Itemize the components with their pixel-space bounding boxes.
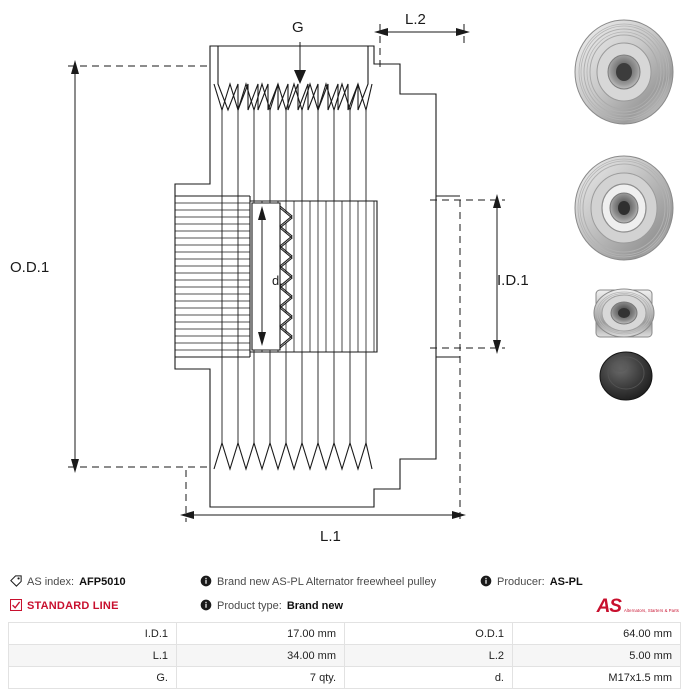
spec-key: L.1 [9,645,177,667]
product-type-cell [200,599,480,614]
spec-value: 5.00 mm [513,645,681,667]
product-type-value: Brand new [286,600,344,612]
photo-pulley-angled-view[interactable] [560,6,689,144]
tag-icon [10,575,22,590]
producer-value: AS-PL [549,576,583,588]
label-g: G [292,19,304,36]
brand-logo [480,597,689,616]
brand-name: AS [596,595,621,617]
specification-table [8,622,681,689]
spec-key: I.D.1 [9,623,177,645]
as-index-label: AS index: [27,576,75,588]
product-type-label: Product type: [217,600,282,612]
label-d: d. [272,273,283,288]
check-box-icon [10,599,22,614]
spec-value: M17x1.5 mm [513,667,681,689]
producer-label: Producer: [497,576,545,588]
info-row-top [0,570,689,594]
info-icon-type [200,599,212,614]
spec-value: 34.00 mm [177,645,345,667]
as-index-cell [0,575,200,590]
label-id1: I.D.1 [497,272,529,289]
spec-key: G. [9,667,177,689]
info-icon-producer [480,575,492,590]
spec-key: O.D.1 [345,623,513,645]
table-row [9,667,681,689]
label-l1: L.1 [320,528,341,545]
spec-key: d. [345,667,513,689]
info-icon [200,575,212,590]
photo-pulley-cap[interactable] [560,345,689,407]
product-photo-strip [560,0,689,560]
spec-value: 7 qty. [177,667,345,689]
brand-tagline: Alternators, Starters & Parts [623,608,679,614]
table-row [9,623,681,645]
info-row-bottom [0,594,689,618]
photo-pulley-bearing-view[interactable] [560,145,689,275]
label-od1: O.D.1 [10,259,50,276]
spec-value: 64.00 mm [513,623,681,645]
standard-line-cell [0,599,200,614]
photo-pulley-side-view[interactable] [560,278,689,348]
description-text: Brand new AS-PL Alternator freewheel pulley [217,576,437,588]
spec-key: L.2 [345,645,513,667]
standard-line-label: STANDARD LINE [27,600,119,612]
description-cell [200,575,480,590]
producer-cell [480,575,689,590]
as-index-value: AFP5010 [79,576,126,588]
table-row [9,645,681,667]
spec-value: 17.00 mm [177,623,345,645]
label-l2: L.2 [405,11,426,28]
